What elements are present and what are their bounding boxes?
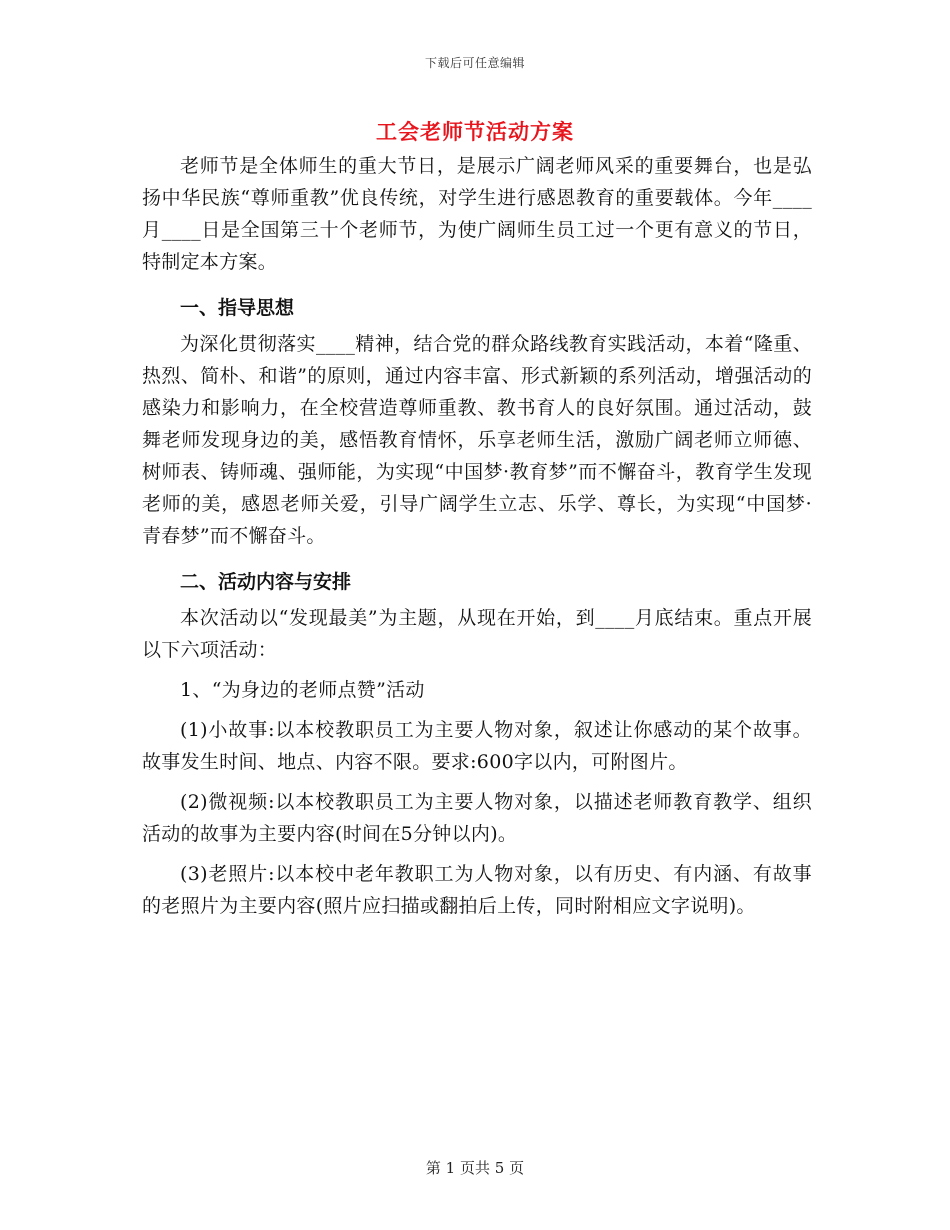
section-heading-guiding-ideology: 一、指导思想: [180, 297, 295, 319]
document-title: 工会老师节活动方案: [376, 119, 574, 144]
activity-1-title: 1、“为身边的老师点赞”活动: [180, 679, 425, 701]
guiding-ideology-paragraph: 为深化贯彻落实____精神，结合党的群众路线教育实践活动，本着“隆重、热烈、简朴、和谐”的原则，通过内容丰富、形式新颖的系列活动，增强活动的感染力和影响力，在全校营造尊师重教、教书育人的良好氛围。通过活动，鼓舞老师发现身边的美，感悟教育情怀，乐享老师生活，激励广阔老师立师德、树师表、铸师魂、强师能，为实现“中国梦·教育梦”而不懈奋斗，教育学生发现老师的美，感恩老师关爱，引导广阔学生立志、乐学、尊长，为实现“中国梦·青春梦”而不懈奋斗。: [142, 333, 812, 547]
intro-paragraph: 老师节是全体师生的重大节日，是展示广阔老师风采的重要舞台，也是弘扬中华民族“尊师重教”优良传统，对学生进行感恩教育的重要载体。今年____月____日是全国第三十个老师节，为使广阔师生员工过一个更有意义的节日，特制定本方案。: [142, 155, 812, 273]
activities-intro-paragraph: 本次活动以“发现最美”为主题，从现在开始，到____月底结束。重点开展以下六项活动：: [142, 607, 812, 661]
activity-item-3: (3)老照片:以本校中老年教职工为人物对象，以有历史、有内涵、有故事的老照片为主要内容(照片应扫描或翻拍后上传，同时附相应文字说明)。: [142, 863, 812, 917]
activity-item-1: (1)小故事:以本校教职员工为主要人物对象，叙述让你感动的某个故事。故事发生时间、地点、内容不限。要求:600字以内，可附图片。: [142, 719, 812, 773]
document-body: [142, 150, 812, 922]
header-note: 下载后可任意编辑: [424, 56, 525, 70]
section-heading-activities: 二、活动内容与安排: [180, 571, 352, 593]
activity-item-2: (2)微视频:以本校教职员工为主要人物对象，以描述老师教育教学、组织活动的故事为主要内容(时间在5分钟以内)。: [142, 791, 812, 845]
page-number: 第 1 页共 5 页: [425, 1159, 525, 1177]
